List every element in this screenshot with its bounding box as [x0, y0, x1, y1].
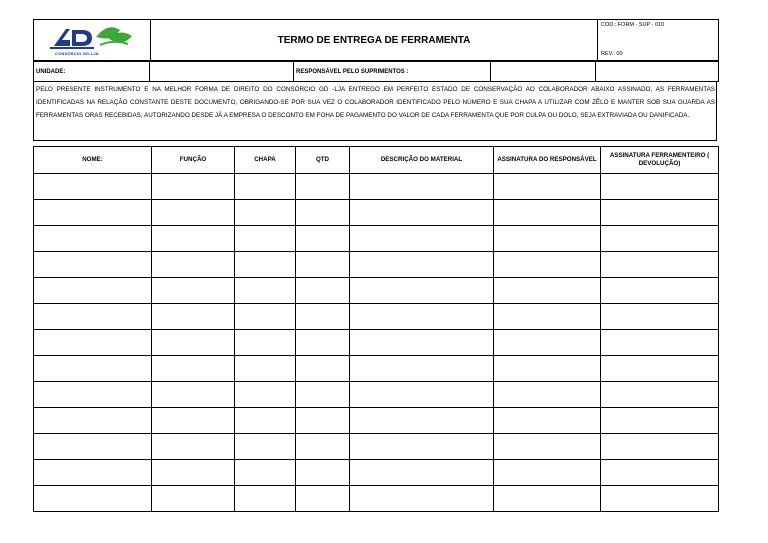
assinatura-ferramenteiro-cell[interactable] [601, 174, 719, 200]
form-sheet [33, 19, 719, 512]
qtd-cell[interactable] [296, 174, 350, 200]
nome-cell[interactable] [34, 486, 152, 512]
funcao-cell[interactable] [152, 460, 235, 486]
qtd-cell[interactable] [296, 408, 350, 434]
form-header [33, 19, 719, 61]
descricao-cell[interactable] [350, 382, 494, 408]
unit-row [33, 61, 719, 82]
table-row [34, 382, 719, 408]
col-header-chapa: CHAPA [235, 147, 296, 174]
logo-cell [34, 20, 151, 61]
chapa-cell[interactable] [235, 330, 296, 356]
table-row [34, 408, 719, 434]
responsible-field[interactable] [491, 62, 596, 82]
table-row [34, 200, 719, 226]
qtd-cell[interactable] [296, 486, 350, 512]
nome-cell[interactable] [34, 304, 152, 330]
funcao-cell[interactable] [152, 200, 235, 226]
col-header-funcao: FUNÇÃO [152, 147, 235, 174]
col-header-assinatura-ferramenteiro: ASSINATURA FERRAMENTEIRO ( DEVOLUÇÃO) [601, 147, 719, 174]
assinatura-ferramenteiro-cell[interactable] [601, 460, 719, 486]
table-row [34, 278, 719, 304]
chapa-cell[interactable] [235, 252, 296, 278]
funcao-cell[interactable] [152, 304, 235, 330]
table-row [34, 252, 719, 278]
unit-field[interactable] [150, 62, 294, 82]
assinatura-ferramenteiro-cell[interactable] [601, 486, 719, 512]
form-code: COD.: FORM - SUP - 010 [601, 22, 665, 28]
qtd-cell[interactable] [296, 226, 350, 252]
col-header-nome: NOME: [34, 147, 152, 174]
chapa-cell[interactable] [235, 174, 296, 200]
funcao-cell[interactable] [152, 278, 235, 304]
nome-cell[interactable] [34, 356, 152, 382]
assinatura-ferramenteiro-cell[interactable] [601, 434, 719, 460]
nome-cell[interactable] [34, 460, 152, 486]
items-table [33, 146, 719, 512]
chapa-cell[interactable] [235, 226, 296, 252]
table-row [34, 434, 719, 460]
funcao-cell[interactable] [152, 330, 235, 356]
assinatura-responsavel-cell[interactable] [494, 304, 601, 330]
qtd-cell[interactable] [296, 460, 350, 486]
logo-text: CONSÓRCIO GD-LJA [55, 51, 99, 56]
funcao-cell[interactable] [152, 174, 235, 200]
descricao-cell[interactable] [350, 304, 494, 330]
descricao-cell[interactable] [350, 252, 494, 278]
nome-cell[interactable] [34, 226, 152, 252]
descricao-cell[interactable] [350, 408, 494, 434]
col-header-assinatura-responsavel: ASSINATURA DO RESPONSÁVEL [494, 147, 601, 174]
assinatura-responsavel-cell[interactable] [494, 278, 601, 304]
qtd-cell[interactable] [296, 252, 350, 278]
assinatura-ferramenteiro-cell[interactable] [601, 408, 719, 434]
nome-cell[interactable] [34, 200, 152, 226]
chapa-cell[interactable] [235, 460, 296, 486]
nome-cell[interactable] [34, 330, 152, 356]
assinatura-responsavel-cell[interactable] [494, 174, 601, 200]
assinatura-ferramenteiro-cell[interactable] [601, 330, 719, 356]
descricao-cell[interactable] [350, 486, 494, 512]
descricao-cell[interactable] [350, 330, 494, 356]
table-row [34, 174, 719, 200]
assinatura-responsavel-cell[interactable] [494, 226, 601, 252]
chapa-cell[interactable] [235, 434, 296, 460]
table-row [34, 330, 719, 356]
chapa-cell[interactable] [235, 382, 296, 408]
funcao-cell[interactable] [152, 382, 235, 408]
funcao-cell[interactable] [152, 434, 235, 460]
unit-label: UNIDADE: [34, 62, 150, 82]
assinatura-responsavel-cell[interactable] [494, 330, 601, 356]
assinatura-responsavel-cell[interactable] [494, 486, 601, 512]
assinatura-ferramenteiro-cell[interactable] [601, 356, 719, 382]
assinatura-ferramenteiro-cell[interactable] [601, 278, 719, 304]
assinatura-responsavel-cell[interactable] [494, 252, 601, 278]
qtd-cell[interactable] [296, 434, 350, 460]
assinatura-responsavel-cell[interactable] [494, 200, 601, 226]
assinatura-ferramenteiro-cell[interactable] [601, 226, 719, 252]
assinatura-responsavel-cell[interactable] [494, 408, 601, 434]
nome-cell[interactable] [34, 174, 152, 200]
qtd-cell[interactable] [296, 304, 350, 330]
table-row [34, 486, 719, 512]
items-table-body [34, 174, 719, 512]
table-row [34, 460, 719, 486]
qtd-cell[interactable] [296, 200, 350, 226]
assinatura-responsavel-cell[interactable] [494, 434, 601, 460]
descricao-cell[interactable] [350, 434, 494, 460]
descricao-cell[interactable] [350, 356, 494, 382]
assinatura-responsavel-cell[interactable] [494, 460, 601, 486]
descricao-cell[interactable] [350, 174, 494, 200]
chapa-cell[interactable] [235, 356, 296, 382]
table-row [34, 226, 719, 252]
chapa-cell[interactable] [235, 304, 296, 330]
funcao-cell[interactable] [152, 356, 235, 382]
form-revision: REV.: 00 [601, 51, 623, 57]
descricao-cell[interactable] [350, 460, 494, 486]
consortium-logo [48, 24, 134, 52]
assinatura-ferramenteiro-cell[interactable] [601, 252, 719, 278]
nome-cell[interactable] [34, 278, 152, 304]
descricao-cell[interactable] [350, 200, 494, 226]
col-header-descricao: DESCRIÇÃO DO MATERIAL [350, 147, 494, 174]
chapa-cell[interactable] [235, 278, 296, 304]
assinatura-ferramenteiro-cell[interactable] [601, 200, 719, 226]
assinatura-responsavel-cell[interactable] [494, 382, 601, 408]
assinatura-ferramenteiro-cell[interactable] [601, 382, 719, 408]
chapa-cell[interactable] [235, 200, 296, 226]
qtd-cell[interactable] [296, 278, 350, 304]
col-header-qtd: QTD [296, 147, 350, 174]
table-header-row [34, 147, 719, 174]
unit-row-blank [596, 62, 719, 82]
form-title: TERMO DE ENTREGA DE FERRAMENTA [151, 20, 598, 61]
descricao-cell[interactable] [350, 226, 494, 252]
chapa-cell[interactable] [235, 486, 296, 512]
assinatura-ferramenteiro-cell[interactable] [601, 304, 719, 330]
funcao-cell[interactable] [152, 252, 235, 278]
nome-cell[interactable] [34, 434, 152, 460]
nome-cell[interactable] [34, 408, 152, 434]
funcao-cell[interactable] [152, 226, 235, 252]
table-row [34, 356, 719, 382]
assinatura-responsavel-cell[interactable] [494, 356, 601, 382]
table-row [34, 304, 719, 330]
funcao-cell[interactable] [152, 408, 235, 434]
nome-cell[interactable] [34, 382, 152, 408]
statement-text: PELO PRESENTE INSTRUMENTO E NA MELHOR FORMA DE DIREITO DO CONSÓRCIO GD -LJA ENTREGO EM PERFEITO ESTADO DE CONSERVAÇÃO AO COLABORADOR ABAIXO ASSINADO, AS FERRAMENTAS IDENTIFICADAS NA RELAÇÃO CONSTANTE DESTE DOCUMENTO, OBRIGANDO-SE POR SUA VEZ O COLABORADOR IDENTIFICADO PELO NÚMERO E SUA CHAPA A UTILIZAR COM ZÊLO E MANTER SOB SUA GUARDA AS FERRAMENTAS ORAS RECEBIDAS, AUTORIZANDO DESDE JÁ A EMPRESA O DESCONTO EM FOHA DE PAGAMENTO DO VALOR DE CADA FERRAMENTA QUE POR CULPA OU DOLO, SEJA EXTRAVIADA OU DANIFICADA. [33, 82, 717, 141]
qtd-cell[interactable] [296, 330, 350, 356]
qtd-cell[interactable] [296, 356, 350, 382]
funcao-cell[interactable] [152, 486, 235, 512]
responsible-label: RESPONSÁVEL PELO SUPRIMENTOS : [294, 62, 491, 82]
descricao-cell[interactable] [350, 278, 494, 304]
chapa-cell[interactable] [235, 408, 296, 434]
nome-cell[interactable] [34, 252, 152, 278]
form-code-cell [598, 20, 719, 61]
qtd-cell[interactable] [296, 382, 350, 408]
